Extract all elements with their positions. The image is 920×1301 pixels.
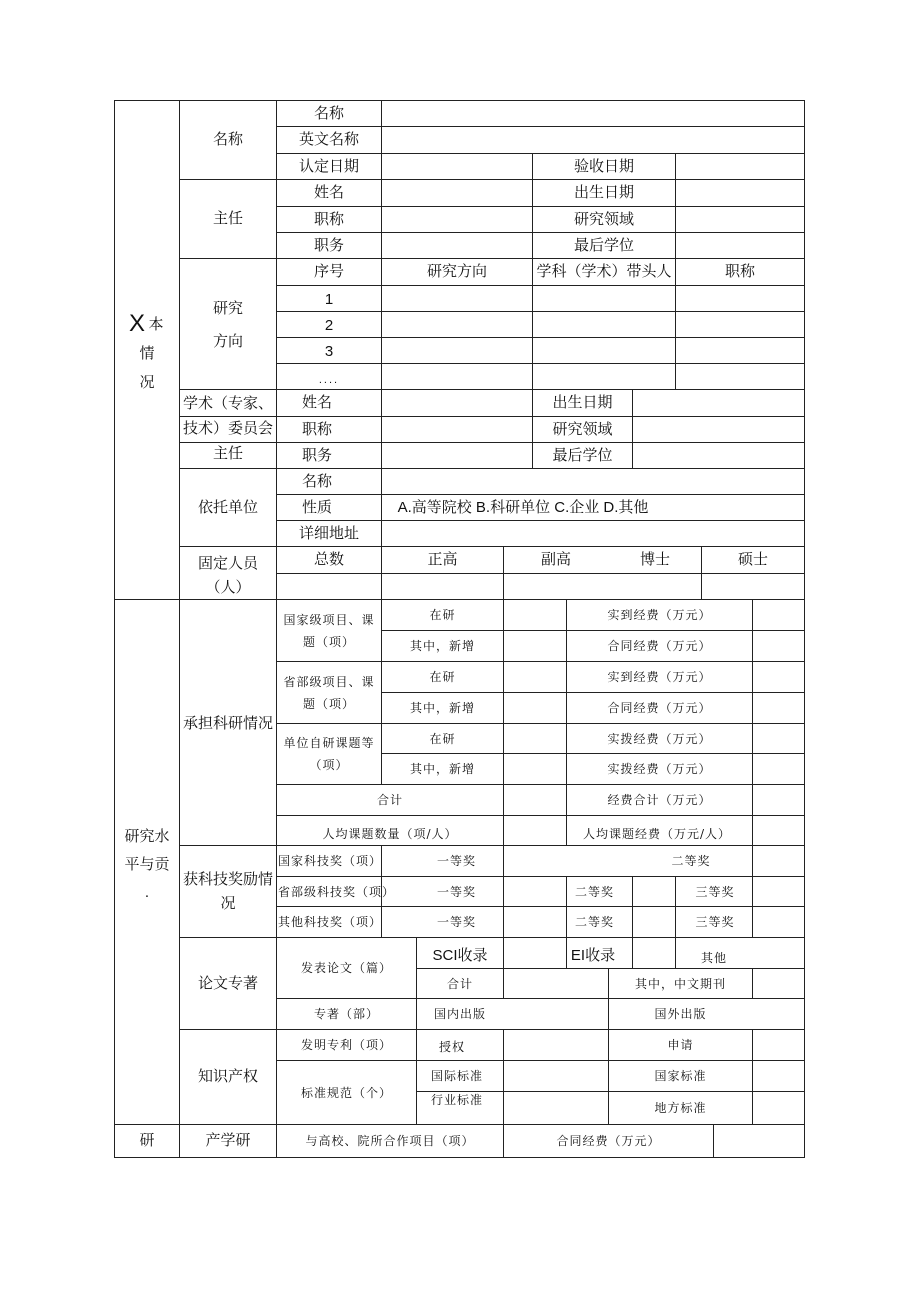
- directions-header-leader: 学科（学术）带头人: [536, 263, 672, 280]
- staff-vice-senior-label: 副高: [540, 551, 571, 568]
- director-title-label: 职称: [313, 210, 344, 228]
- provincial-projects-label-2: 题（项）: [302, 697, 355, 711]
- other-second-prize-label: 二等奖: [574, 915, 614, 929]
- provincial-first-prize-label: 一等奖: [436, 884, 476, 899]
- national-projects-label-2: 题（项）: [302, 635, 355, 649]
- national-awards-label: 国家科技奖（项）: [278, 854, 383, 868]
- staff-label-line-1: 固定人员: [197, 555, 258, 572]
- section-basic-char-1: 本: [148, 316, 164, 333]
- national-new-label: 其中，新增: [409, 639, 475, 653]
- committee-field-label: 研究领域: [552, 420, 613, 438]
- projects-label: 承担科研情况: [182, 715, 273, 732]
- directions-row-3-no: 3: [324, 343, 334, 360]
- name-group-label: 名称: [212, 131, 243, 148]
- host-nature-label: 性质: [301, 498, 332, 516]
- provincial-second-prize-label: 二等奖: [574, 884, 614, 899]
- national-standard-label: 国家标准: [654, 1069, 707, 1083]
- host-nature-options: A.高等院校 B.科研单位 C.企业 D.其他: [397, 498, 649, 516]
- acceptance-date-label: 验收日期: [573, 157, 634, 175]
- staff-master-label: 硕士: [737, 551, 768, 568]
- directions-header-title: 职称: [724, 263, 755, 280]
- provincial-third-prize-label: 三等奖: [695, 884, 735, 899]
- section-research-line-1: 研究水: [124, 828, 170, 845]
- ei-label: EI收录: [570, 947, 616, 964]
- provincial-projects-label-1: 省部级项目、课: [283, 675, 375, 689]
- self-funds-allocated-2-label: 实拨经费（万元）: [607, 762, 712, 776]
- section-collab-title: 研: [139, 1132, 155, 1149]
- staff-phd-label: 博士: [639, 551, 670, 568]
- staff-total-label: 总数: [313, 551, 344, 568]
- international-standard-label: 国际标准: [430, 1069, 483, 1083]
- committee-label-line-3: 主任: [212, 445, 243, 462]
- chinese-journals-label: 其中，中文期刊: [634, 976, 726, 991]
- national-ongoing-label: 在研: [429, 608, 456, 622]
- provincial-contract-funds-label: 合同经费（万元）: [607, 701, 712, 715]
- committee-label: [180, 391, 276, 467]
- directions-row-more: ....: [318, 374, 340, 386]
- staff-label: [180, 552, 276, 599]
- collab-contract-funds-label: 合同经费（万元）: [556, 1134, 661, 1148]
- published-papers-label: 发表论文（篇）: [300, 961, 392, 975]
- directions-header-no: 序号: [313, 263, 344, 280]
- funds-total-label: 经费合计（万元）: [607, 793, 712, 807]
- awards-label: [180, 868, 276, 916]
- other-third-prize-label: 三等奖: [695, 915, 735, 929]
- committee-label-line-1: 学术（专家、: [182, 395, 273, 412]
- per-capita-projects-label: 人均课题数量（项/人）: [322, 826, 458, 841]
- papers-total-label: 合计: [446, 976, 473, 991]
- other-awards-label: 其他科技奖（项）: [278, 915, 383, 929]
- recognition-date-label: 认定日期: [298, 157, 359, 175]
- host-address-label: 详细地址: [298, 524, 359, 542]
- standards-label: 标准规范（个）: [300, 1085, 392, 1100]
- host-name-label: 名称: [301, 472, 332, 490]
- director-name-label: 姓名: [313, 184, 344, 201]
- projects-total-label: 合计: [376, 793, 403, 807]
- patents-label: 发明专利（项）: [300, 1038, 392, 1052]
- directions-label-2: 方向: [212, 333, 243, 350]
- patents-applied-label: 申请: [667, 1038, 694, 1052]
- committee-name-label: 姓名: [301, 394, 332, 411]
- per-capita-funds-label: 人均课题经费（万元/人）: [582, 826, 732, 841]
- director-position-label: 职务: [313, 236, 344, 254]
- domestic-publication-label: 国内出版: [433, 1007, 486, 1021]
- section-basic-char-3: 况: [139, 374, 155, 391]
- director-field-label: 研究领域: [573, 210, 634, 228]
- provincial-ongoing-label: 在研: [429, 670, 456, 684]
- section-basic-char-2: 情: [139, 345, 155, 362]
- collab-projects-label: 与高校、院所合作项目（项）: [305, 1134, 475, 1148]
- committee-title-label: 职称: [301, 420, 332, 438]
- directions-row-1-no: 1: [324, 291, 334, 308]
- monographs-label: 专著（部）: [313, 1007, 379, 1021]
- sci-label: SCI收录: [432, 947, 488, 964]
- patents-granted-label: 授权: [438, 1040, 465, 1054]
- foreign-publication-label: 国外出版: [654, 1007, 707, 1021]
- committee-label-line-2: 技术）委员会: [182, 420, 273, 437]
- english-name-label: 英文名称: [298, 131, 359, 148]
- section-basic-x: X: [128, 310, 145, 337]
- national-funds-received-label: 实到经费（万元）: [607, 608, 712, 622]
- host-label: 依托单位: [197, 498, 258, 516]
- national-first-prize-label: 一等奖: [436, 854, 476, 868]
- collab-label: 产学研: [205, 1132, 251, 1149]
- section-research-line-3: .: [144, 884, 150, 901]
- committee-birth-label: 出生日期: [552, 394, 613, 411]
- committee-degree-label: 最后学位: [552, 446, 613, 464]
- awards-label-line-2: 况: [220, 895, 236, 912]
- self-projects-label-1: 单位自研课题等: [283, 736, 375, 750]
- director-birth-label: 出生日期: [573, 184, 634, 201]
- directions-header-direction: 研究方向: [426, 263, 487, 280]
- staff-label-line-2: （人）: [205, 579, 251, 596]
- self-projects-label-2: （项）: [309, 758, 349, 772]
- provincial-new-label: 其中，新增: [409, 701, 475, 715]
- provincial-awards-label: 省部级科技奖（项）: [278, 884, 396, 899]
- self-new-label: 其中，新增: [409, 762, 475, 776]
- director-label: 主任: [212, 210, 243, 227]
- national-contract-funds-label: 合同经费（万元）: [607, 639, 712, 653]
- directions-label-1: 研究: [212, 300, 243, 317]
- national-second-prize-label: 二等奖: [671, 854, 711, 868]
- staff-senior-label: 正高: [427, 551, 458, 568]
- self-ongoing-label: 在研: [429, 731, 456, 746]
- ip-label: 知识产权: [197, 1068, 258, 1085]
- other-papers-label: 其他: [700, 951, 727, 965]
- other-first-prize-label: 一等奖: [436, 915, 476, 929]
- awards-label-line-1: 获科技奖励情: [182, 871, 273, 888]
- section-research-line-2: 平与贡: [124, 856, 170, 873]
- director-degree-label: 最后学位: [573, 236, 634, 254]
- committee-position-label: 职务: [301, 446, 332, 464]
- national-projects-label-1: 国家级项目、课: [283, 613, 375, 627]
- industry-standard-label: 行业标准: [430, 1093, 483, 1107]
- local-standard-label: 地方标准: [654, 1100, 707, 1115]
- directions-row-2-no: 2: [324, 317, 334, 334]
- papers-label: 论文专著: [197, 975, 258, 992]
- self-funds-allocated-label: 实拨经费（万元）: [607, 731, 712, 746]
- provincial-funds-received-label: 实到经费（万元）: [607, 670, 712, 684]
- name-label: 名称: [313, 104, 344, 122]
